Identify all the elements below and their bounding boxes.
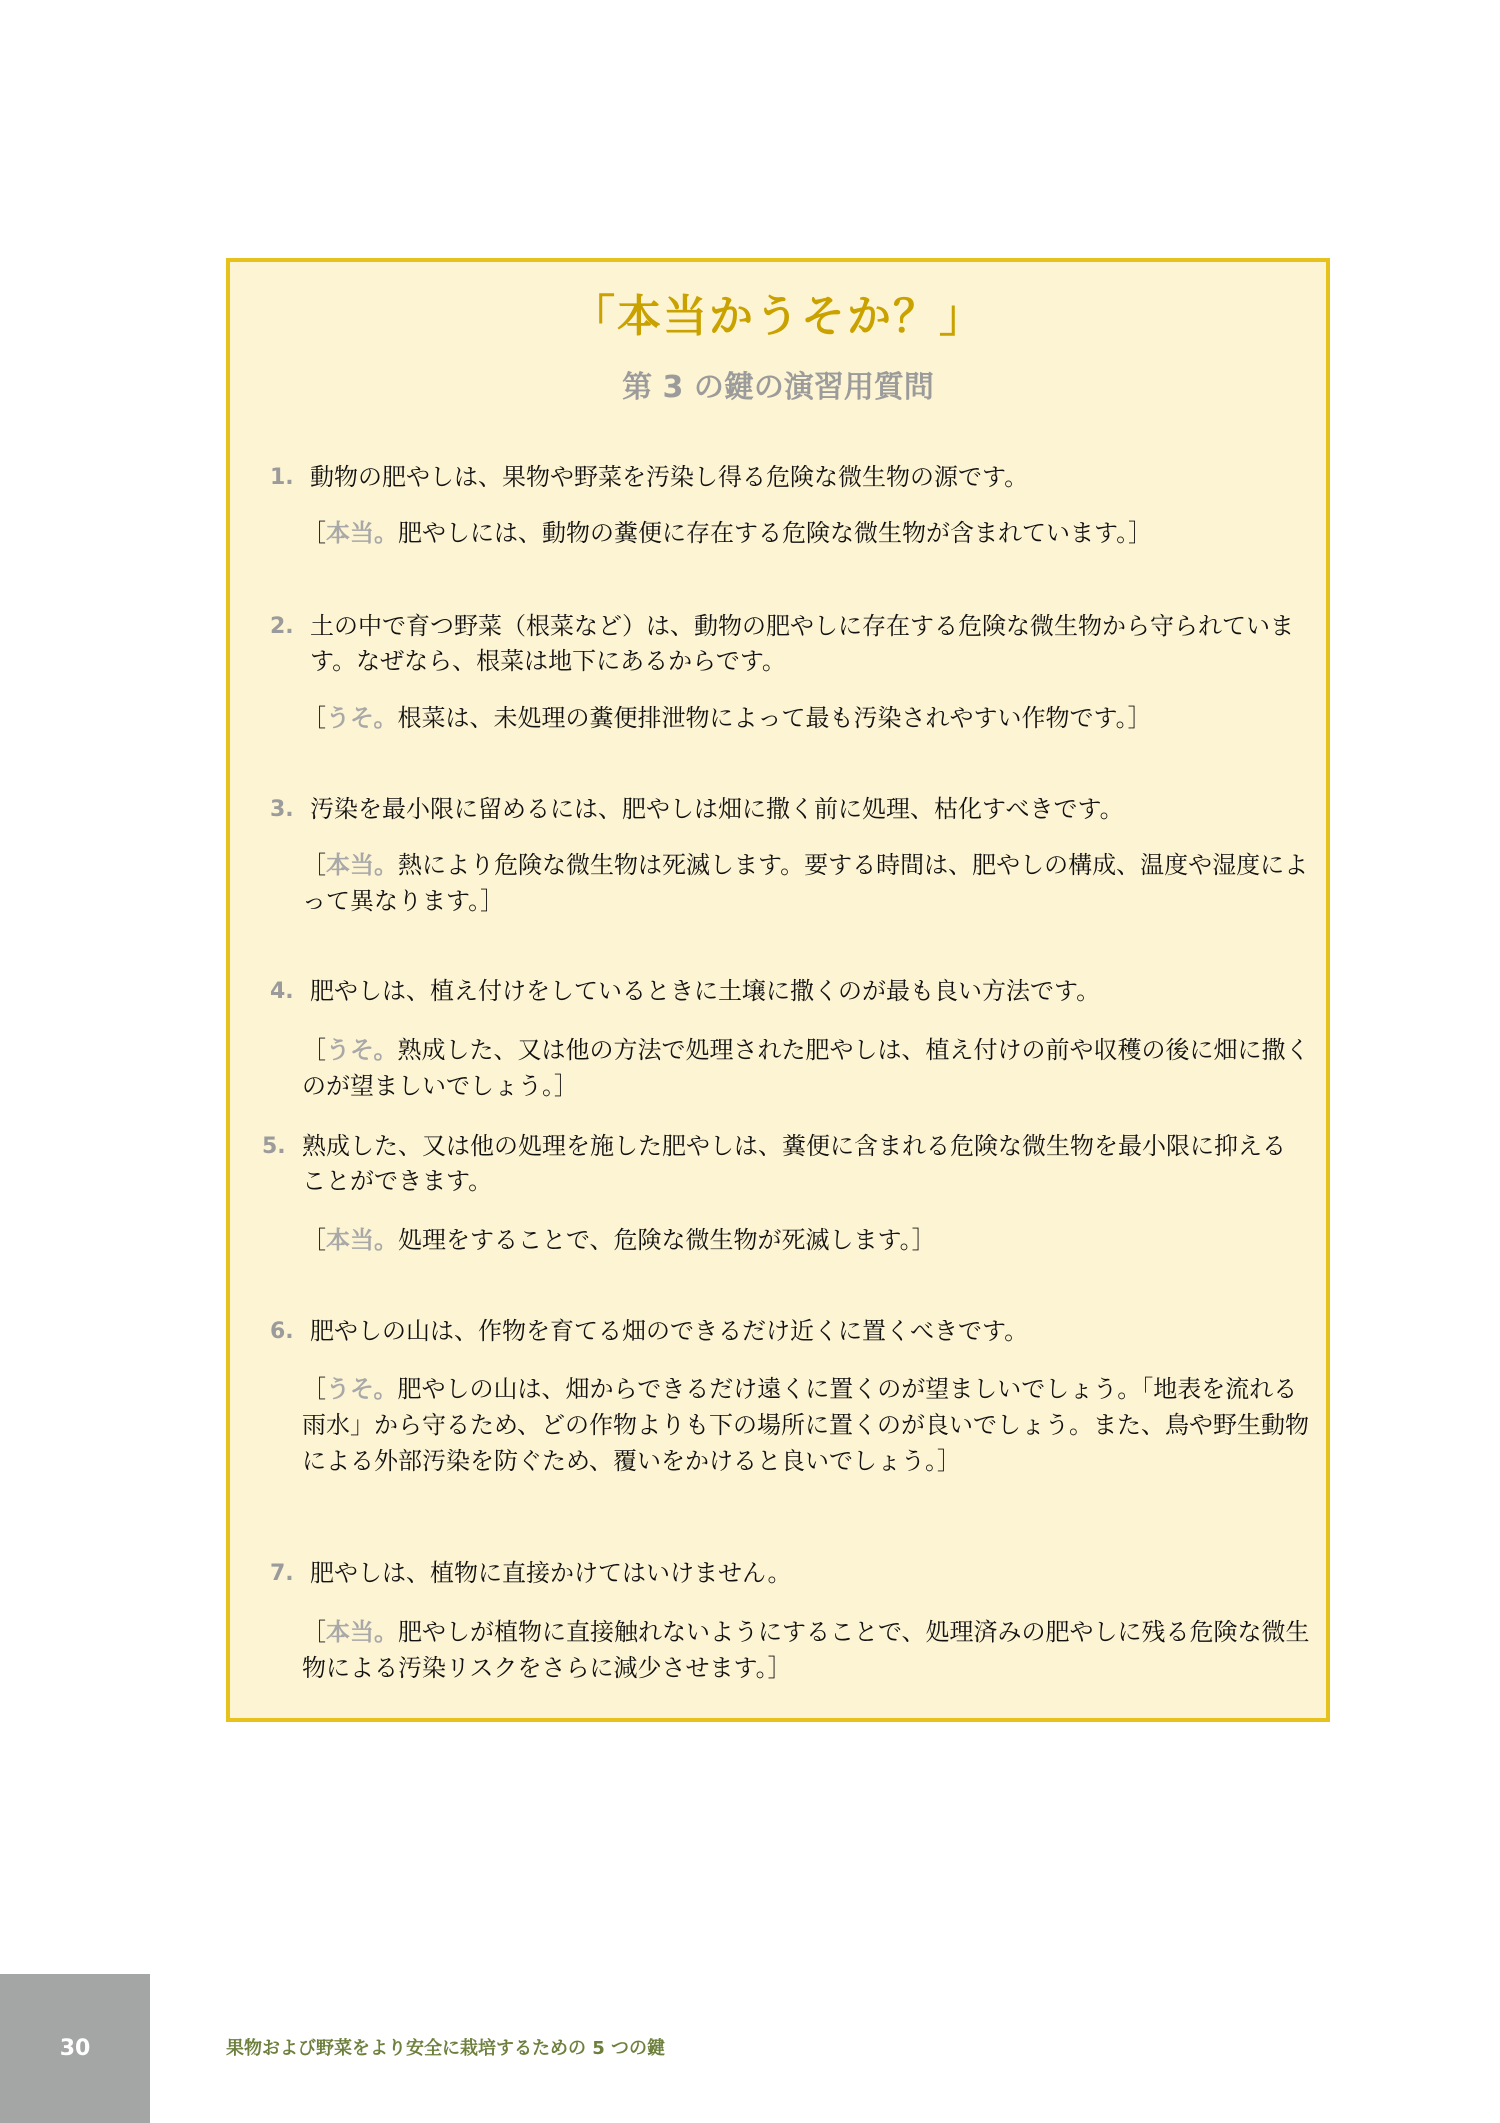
bracket-open: ［ bbox=[302, 519, 326, 547]
answer-text: 肥やしの山は、畑からできるだけ遠くに置くのが望ましいでしょう。「地表を流れる雨水」から守るため、どの作物よりも下の場所に置くのが良いでしょう。また、鳥や野生動物による外部汚染を防ぐため、覆いをかけると良いでしょう。］ bbox=[302, 1375, 1310, 1475]
answer-3 bbox=[302, 847, 1312, 919]
question-number: 1. bbox=[270, 465, 294, 490]
answer-text: 肥やしが植物に直接触れないようにすることで、処理済みの肥やしに残る危険な微生物による汚染リスクをさらに減少させます。］ bbox=[302, 1618, 1310, 1682]
bracket-open: ［ bbox=[302, 1036, 326, 1064]
quiz-box bbox=[226, 258, 1330, 1722]
question-7 bbox=[270, 1556, 1310, 1591]
question-number: 5. bbox=[262, 1134, 286, 1159]
answer-label: 本当。 bbox=[326, 851, 398, 879]
answer-label: 本当。 bbox=[326, 1226, 398, 1254]
bracket-open: ［ bbox=[302, 1375, 326, 1403]
page-number: 30 bbox=[59, 2036, 91, 2061]
answer-text: 熱により危険な微生物は死滅します。要する時間は、肥やしの構成、温度や湿度によって異なります。］ bbox=[302, 851, 1309, 915]
answer-2 bbox=[302, 700, 1312, 736]
page-number-tab bbox=[0, 1974, 150, 2123]
question-number: 7. bbox=[270, 1561, 294, 1586]
bracket-open: ［ bbox=[302, 704, 326, 732]
answer-label: うそ。 bbox=[326, 1036, 398, 1064]
answer-label: うそ。 bbox=[326, 1375, 398, 1403]
answer-label: 本当。 bbox=[326, 1618, 398, 1646]
question-5 bbox=[262, 1129, 1302, 1199]
question-text: 土の中で育つ野菜（根菜など）は、動物の肥やしに存在する危険な微生物から守られています。なぜなら、根菜は地下にあるからです。 bbox=[310, 612, 1294, 675]
question-text: 肥やしは、植え付けをしているときに土壌に撒くのが最も良い方法です。 bbox=[310, 977, 1101, 1005]
question-1 bbox=[270, 460, 1310, 495]
question-4 bbox=[270, 974, 1310, 1009]
box-subtitle: 第 3 の鍵の演習用質問 bbox=[622, 370, 934, 405]
question-text: 汚染を最小限に留めるには、肥やしは畑に撒く前に処理、枯化すべきです。 bbox=[310, 795, 1124, 823]
question-text: 肥やしの山は、作物を育てる畑のできるだけ近くに置くべきです。 bbox=[310, 1317, 1029, 1345]
answer-6 bbox=[302, 1371, 1312, 1479]
answer-4 bbox=[302, 1032, 1312, 1104]
question-text: 動物の肥やしは、果物や野菜を汚染し得る危険な微生物の源です。 bbox=[310, 463, 1029, 491]
answer-text: 肥やしには、動物の糞便に存在する危険な微生物が含まれています。］ bbox=[398, 519, 1153, 547]
question-number: 4. bbox=[270, 979, 294, 1004]
footer-document-title: 果物および野菜をより安全に栽培するための 5 つの鍵 bbox=[226, 2038, 666, 2059]
answer-text: 処理をすることで、危険な微生物が死滅します。］ bbox=[398, 1226, 936, 1254]
question-6 bbox=[270, 1314, 1310, 1349]
question-number: 3. bbox=[270, 797, 294, 822]
question-text: 熟成した、又は他の処理を施した肥やしは、糞便に含まれる危険な微生物を最小限に抑えることができます。 bbox=[302, 1132, 1286, 1195]
answer-1 bbox=[302, 515, 1312, 551]
answer-5 bbox=[302, 1222, 1312, 1258]
question-3 bbox=[270, 792, 1310, 827]
question-2 bbox=[270, 609, 1310, 679]
box-title: 「本当かうそか？」 bbox=[571, 291, 985, 342]
bracket-open: ［ bbox=[302, 851, 326, 879]
bracket-open: ［ bbox=[302, 1618, 326, 1646]
question-number: 6. bbox=[270, 1319, 294, 1344]
bracket-open: ［ bbox=[302, 1226, 326, 1254]
answer-label: 本当。 bbox=[326, 519, 398, 547]
answer-text: 根菜は、未処理の糞便排泄物によって最も汚染されやすい作物です。］ bbox=[397, 704, 1152, 732]
answer-label: うそ。 bbox=[326, 704, 398, 732]
question-text: 肥やしは、植物に直接かけてはいけません。 bbox=[310, 1559, 792, 1587]
question-number: 2. bbox=[270, 614, 294, 639]
answer-text: 熟成した、又は他の方法で処理された肥やしは、植え付けの前や収穫の後に畑に撒くのが望ましいでしょう。］ bbox=[302, 1036, 1310, 1100]
answer-7 bbox=[302, 1614, 1312, 1686]
